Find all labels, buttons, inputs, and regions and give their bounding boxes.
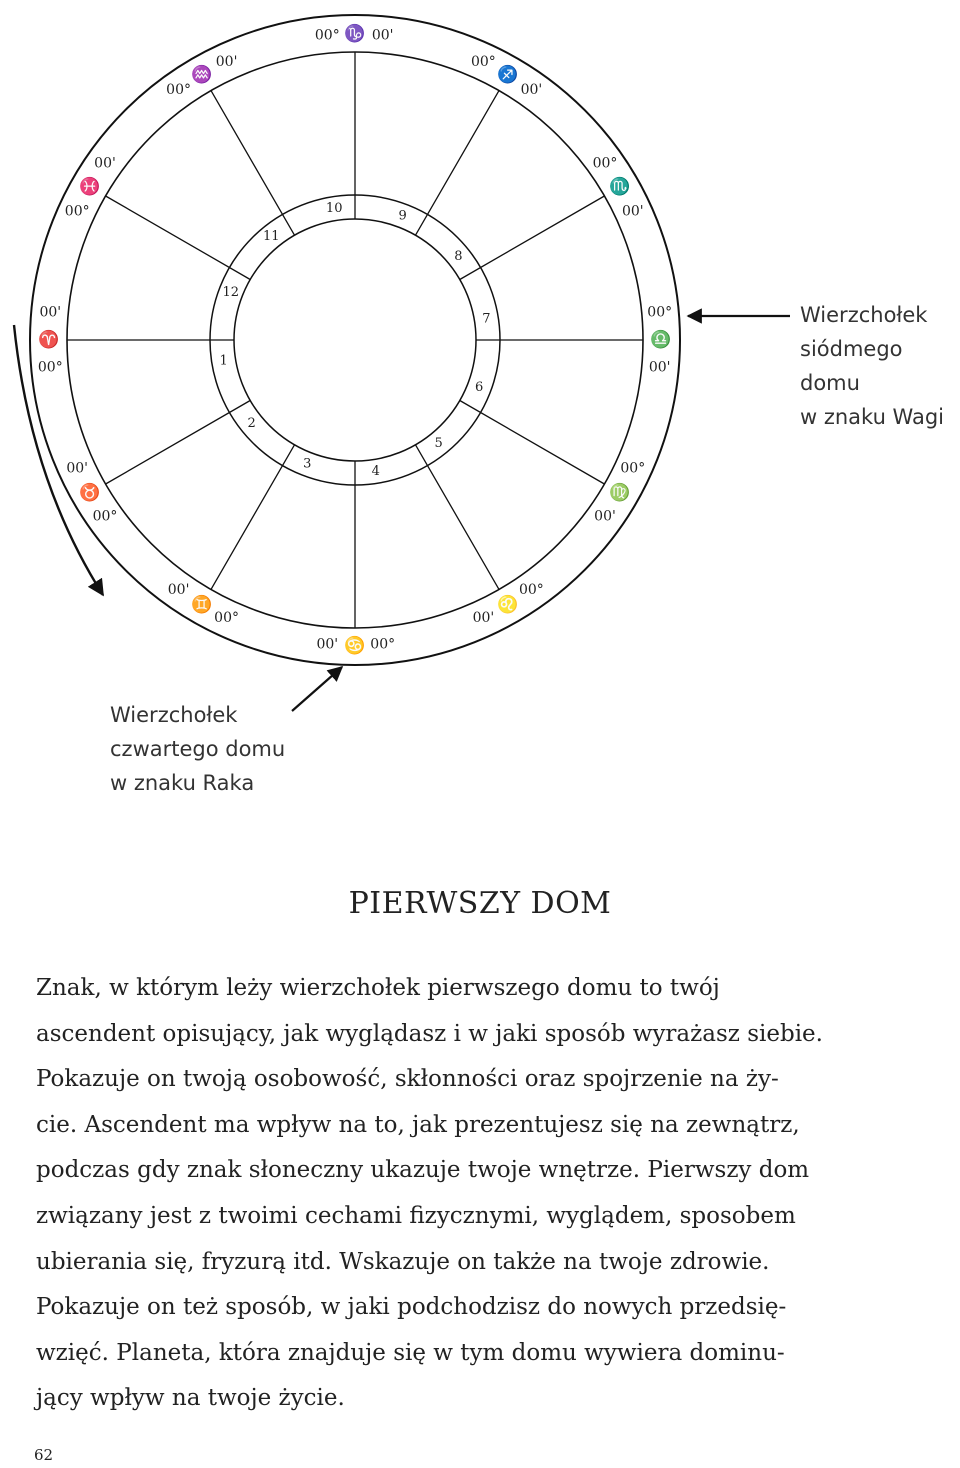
zodiac-sagittarius-icon: ♐	[497, 65, 519, 85]
zodiac-virgo-icon: ♍	[609, 483, 631, 503]
annotation-line: domu	[800, 371, 860, 395]
section-heading: PIERWSZY DOM	[348, 886, 612, 921]
zodiac-aries-icon: ♈	[38, 330, 60, 350]
cusp-degree: 00°	[314, 27, 340, 44]
house-number: 10	[325, 201, 343, 217]
annotation-line: w znaku Raka	[110, 771, 255, 795]
house-number: 12	[222, 284, 240, 300]
cusp-degree: 00°	[92, 508, 118, 525]
zodiac-scorpio-icon: ♏	[609, 177, 631, 197]
zodiac-gemini-icon: ♊	[191, 595, 213, 615]
house-cusp-line	[211, 445, 295, 590]
house-cusp-line	[211, 91, 295, 236]
annotation-line: w znaku Wagi	[800, 405, 945, 429]
cusp-minute: 00'	[371, 27, 394, 44]
cusp-degree: 00°	[620, 460, 646, 477]
house-cusp-line	[106, 196, 251, 280]
house-cusp-line	[106, 401, 251, 485]
cusp-degree: 00°	[647, 304, 673, 321]
house-number: 6	[475, 380, 484, 396]
wheel-inner-circle	[234, 219, 476, 461]
cusp-degree: 00°	[166, 82, 192, 98]
house-number: 4	[371, 463, 380, 479]
annotation-line: siódmego	[800, 337, 903, 361]
page-number: 62	[34, 1446, 54, 1464]
cusp-minute: 00'	[316, 636, 339, 653]
body-line: podczas gdy znak słoneczny ukazuje twoje wnętrze. Pierwszy dom	[36, 1157, 810, 1184]
cusp-minute: 00'	[39, 304, 62, 321]
seventh-house-cusp-annotation	[800, 298, 960, 434]
zodiac-capricorn-icon: ♑	[344, 24, 366, 44]
body-line: Pokazuje on też sposób, w jaki podchodzisz do nowych przedsię-	[36, 1294, 787, 1321]
cusp-minute: 00'	[621, 203, 644, 220]
cusp-minute: 00'	[215, 54, 238, 71]
cusp-minute: 00'	[94, 155, 116, 172]
fourth-house-cusp-annotation	[110, 698, 330, 800]
cusp-minute: 00'	[472, 609, 495, 626]
cusp-minute: 00'	[167, 582, 190, 598]
annotation-line: Wierzchołek	[110, 703, 238, 727]
house-cusp-line	[416, 91, 500, 236]
house-number: 7	[482, 311, 491, 327]
house-number: 8	[454, 248, 463, 264]
zodiac-pisces-icon: ♓	[79, 177, 101, 197]
cusp-minute: 00'	[594, 508, 616, 525]
annotation-line: czwartego domu	[110, 737, 286, 761]
zodiac-cancer-icon: ♋	[344, 636, 366, 656]
body-line: ubierania się, fryzurą itd. Wskazuje on także na twoje zdrowie.	[36, 1248, 770, 1275]
body-line: cie. Ascendent ma wpływ na to, jak prezentujesz się na zewnątrz,	[36, 1111, 800, 1138]
body-paragraph	[36, 966, 926, 1422]
zodiac-taurus-icon: ♉	[79, 483, 101, 503]
zodiac-libra-icon: ♎	[650, 330, 672, 350]
cusp-degree: 00°	[370, 636, 396, 653]
body-line: ascendent opisujący, jak wyglądasz i w jaki sposób wyrażasz siebie.	[36, 1020, 823, 1047]
house-number: 1	[219, 353, 228, 369]
body-line: związany jest z twoimi cechami fizycznymi, wyglądem, sposobem	[36, 1202, 796, 1229]
cusp-minute: 00'	[66, 460, 89, 477]
body-line: jący wpływ na twoje życie.	[36, 1385, 345, 1412]
annotation-line: Wierzchołek	[800, 303, 928, 327]
zodiac-leo-icon: ♌	[497, 595, 519, 615]
cusp-degree: 00°	[592, 155, 618, 172]
cusp-degree: 00°	[64, 203, 90, 220]
cusp-degree: 00°	[518, 582, 544, 598]
body-line: wzięć. Planeta, która znajduje się w tym domu wywiera dominu-	[36, 1339, 785, 1366]
cusp-minute: 00'	[520, 82, 543, 98]
body-line: Znak, w którym leży wierzchołek pierwszego domu to twój	[36, 975, 720, 1001]
house-number: 2	[247, 416, 256, 432]
house-cusp-line	[416, 445, 500, 590]
house-cusp-line	[460, 401, 605, 485]
house-number: 5	[434, 435, 443, 451]
house-number: 3	[303, 456, 312, 472]
wheel-house-ring-outer-circle	[210, 195, 500, 485]
cusp-degree: 00°	[470, 54, 496, 71]
house-number: 9	[398, 208, 407, 224]
zodiac-aquarius-icon: ♒	[191, 65, 213, 85]
cusp-degree: 00°	[37, 359, 63, 376]
cusp-minute: 00'	[648, 359, 671, 376]
house-cusp-line	[460, 196, 605, 280]
house-number: 11	[263, 229, 280, 245]
body-line: Pokazuje on twoją osobowość, skłonności oraz spojrzenie na ży-	[36, 1066, 779, 1093]
cusp-degree: 00°	[214, 609, 240, 626]
